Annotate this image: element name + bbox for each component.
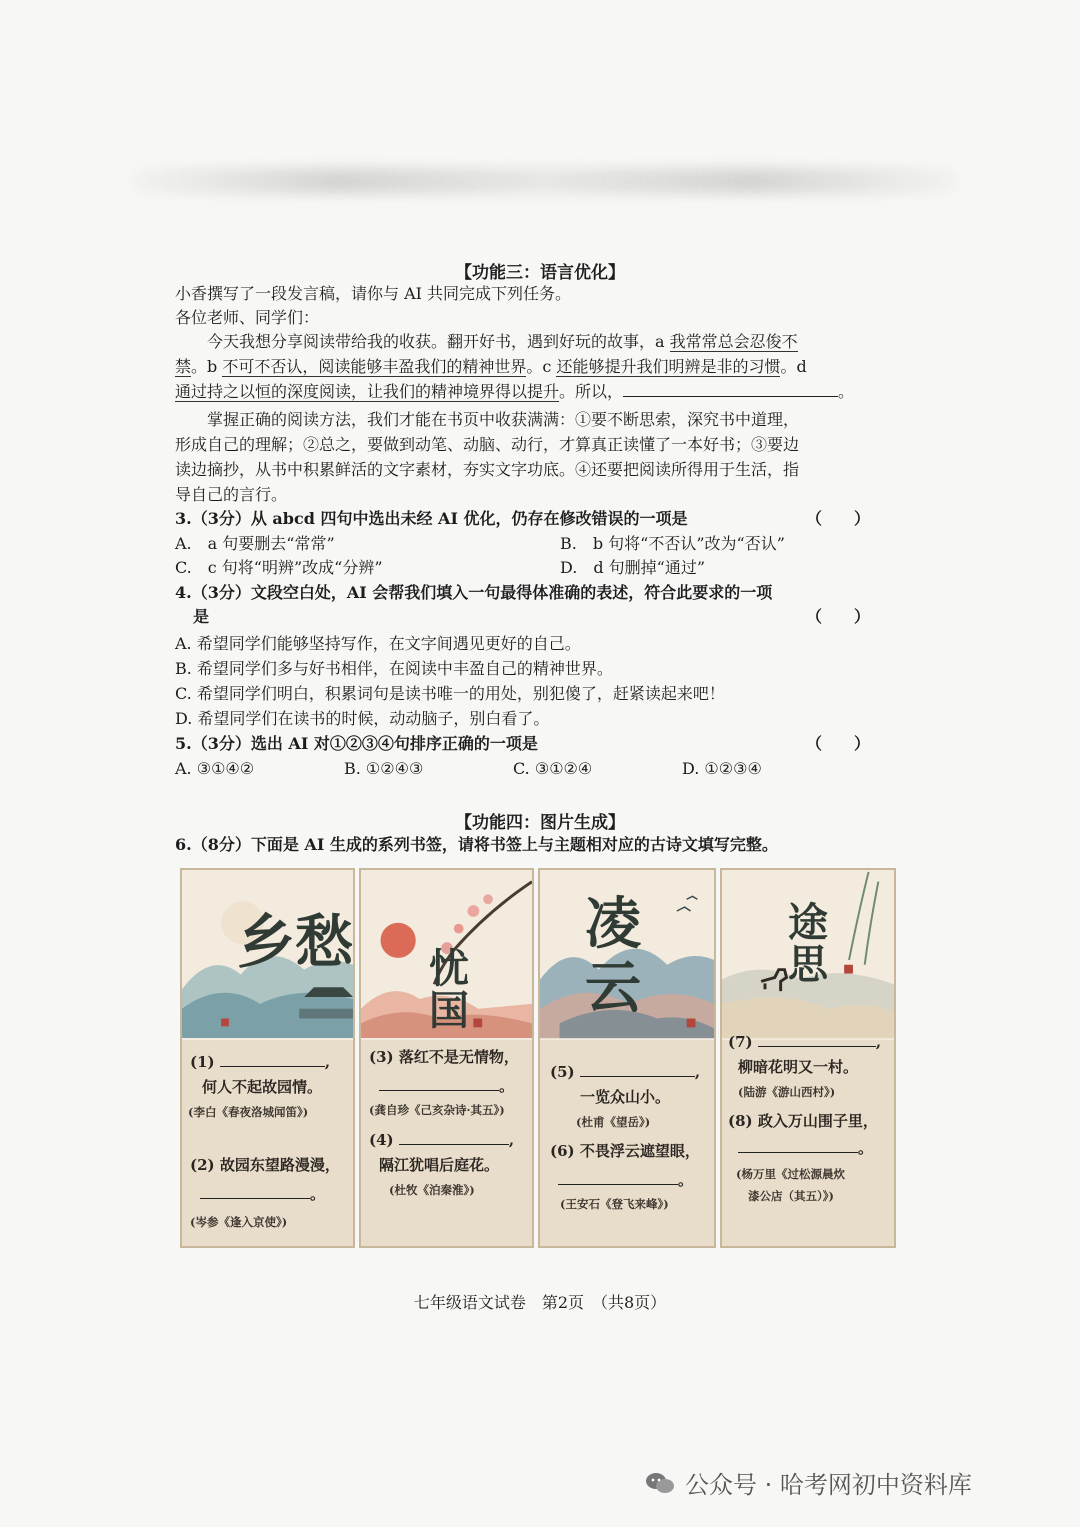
section-heading-language-optimization: 【功能三：语言优化】	[455, 263, 625, 283]
bookmark-patriotic	[359, 868, 534, 1248]
scan-smudge	[130, 168, 960, 194]
task-intro: 小香撰写了一段发言稿，请你与 AI 共同完成下列任务。	[175, 284, 572, 303]
bookmark-2-source-1: (龚自珍《己亥杂诗·其五》)	[369, 1103, 505, 1117]
bookmark-2-source-2: (杜牧《泊秦淮》)	[389, 1183, 475, 1197]
q3-options-row-1	[175, 532, 870, 556]
sentence-c-underlined: 还能够提升我们明辨是非的习惯	[556, 357, 781, 376]
q5-option-c[interactable]: C. ③①②④	[513, 759, 593, 778]
q4-option-b[interactable]: B. 希望同学们多与好书相伴，在阅读中丰盈自己的精神世界。	[175, 659, 613, 678]
bookmark-title-youguo: 忧国	[429, 945, 469, 1034]
bookmark-4-line: 柳暗花明又一村。	[738, 1058, 859, 1076]
q3-option-c[interactable]: C. c 句将“明辨”改成“分辨”	[175, 558, 383, 577]
blank-4[interactable]	[399, 1128, 509, 1145]
bookmark-4-item-7: (7) ,	[728, 1030, 881, 1053]
bookmark-2-item-3: (3) 落红不是无情物，	[369, 1048, 519, 1066]
bookmark-1-source-2: (岑参《逢入京使》)	[190, 1215, 288, 1229]
bookmark-1-item-2: (2) 故园东望路漫漫，	[190, 1156, 340, 1174]
bookmark-title-xiang: 乡愁	[237, 908, 354, 976]
sentence-d-underlined: 通过持之以恒的深度阅读，让我们的精神境界得以提升	[175, 382, 560, 401]
blank-1[interactable]	[220, 1050, 325, 1067]
question-6: 6.（8分）下面是 AI 生成的系列书签，请将书签上与主题相对应的古诗文填写完整。	[175, 835, 778, 854]
blank-6[interactable]	[558, 1168, 678, 1185]
bookmark-3-line: 一览众山小。	[580, 1088, 671, 1106]
bookmark-title-lingyun: 凌云	[585, 891, 641, 1021]
bookmark-4-source-1: (陆游《游山西村》)	[738, 1085, 836, 1099]
speech-greeting: 各位老师、同学们：	[175, 308, 320, 327]
bookmark-3-item-5: (5) ,	[550, 1060, 700, 1083]
blank-2[interactable]	[200, 1182, 310, 1199]
q4-option-c[interactable]: C. 希望同学们明白，积累词句是读书唯一的用处，别犯傻了，赶紧读起来吧！	[175, 684, 725, 703]
q5-option-a[interactable]: A. ③①④②	[175, 759, 255, 778]
speech-p2-line-3: 读边摘抄，从书中积累鲜活的文字素材，夯实文字功底。④还要把阅读所得用于生活，指	[175, 460, 800, 479]
q3-option-d[interactable]: D. d 句删掉“通过”	[560, 558, 706, 577]
bookmark-homesick	[180, 868, 355, 1248]
speech-line-2: 禁。b 不可不否认，阅读能够丰盈我们的精神世界。c 还能够提升我们明辨是非的习惯。d	[175, 357, 807, 376]
speech-line-1: 今天我想分享阅读带给我的收获。翻开好书，遇到好玩的故事，a 我常常总会忍俊不	[207, 332, 798, 351]
bookmark-3-item-6: (6) 不畏浮云遮望眼，	[550, 1142, 700, 1160]
bookmark-2-line: 隔江犹唱后庭花。	[379, 1156, 500, 1174]
bookmark-3-blank-6-line: 。	[558, 1168, 693, 1191]
q4-option-a[interactable]: A. 希望同学们能够坚持写作，在文字间遇见更好的自己。	[175, 634, 581, 653]
bookmark-journey	[720, 868, 896, 1248]
speech-p2-line-4: 导自己的言行。	[175, 485, 288, 504]
bookmark-title-tusi: 途思	[788, 899, 828, 988]
blank-3[interactable]	[379, 1074, 499, 1091]
blank-8[interactable]	[738, 1136, 858, 1153]
q5-options	[175, 757, 870, 781]
bookmark-2-item-4: (4) ,	[369, 1128, 514, 1151]
q3-option-a[interactable]: A. a 句要删去“常常”	[175, 534, 335, 553]
speech-line-3: 通过持之以恒的深度阅读，让我们的精神境界得以提升。所以， 。	[175, 382, 855, 401]
watermark: 公众号 · 哈考网初中资料库	[645, 1465, 972, 1500]
bookmark-lofty	[538, 868, 716, 1248]
blank-7[interactable]	[758, 1030, 876, 1047]
wechat-icon	[645, 1470, 675, 1496]
q4-option-d[interactable]: D. 希望同学们在读书的时候，动动脑子，别白看了。	[175, 709, 550, 728]
speech-p2-line-1: 掌握正确的阅读方法，我们才能在书页中收获满满：①要不断思索，深究书中道理，	[207, 410, 800, 429]
question-4: 4.（3分）文段空白处，AI 会帮我们填入一句最得体准确的表述，符合此要求的一项	[175, 583, 773, 602]
bookmark-3-source-2: (王安石《登飞来峰》)	[560, 1197, 669, 1211]
bookmark-3-source-1: (杜甫《望岳》)	[576, 1115, 651, 1129]
q3-option-b[interactable]: B. b 句将“不否认”改为“否认”	[560, 534, 785, 553]
speech-blank[interactable]	[623, 380, 838, 397]
bookmark-4-item-8: (8) 政入万山围子里，	[728, 1112, 878, 1130]
q3-options-row-2	[175, 556, 870, 580]
answer-paren-q4[interactable]: （ ）	[805, 607, 870, 626]
question-5: 5.（3分）选出 AI 对①②③④句排序正确的一项是 （ ）	[175, 732, 870, 756]
blank-5[interactable]	[580, 1060, 695, 1077]
bookmark-1-blank-2-line: 。	[200, 1182, 325, 1205]
bookmark-1-line: 何人不起故园情。	[202, 1078, 323, 1096]
bookmark-1-source-1: (李白《春夜洛城闻笛》)	[188, 1105, 309, 1119]
question-3: 3.（3分）从 abcd 四句中选出未经 AI 优化，仍存在修改错误的一项是 （ ）	[175, 507, 870, 531]
bookmark-4-source-2a: (杨万里《过松源晨炊	[736, 1167, 845, 1181]
bookmark-2-blank-3-line: 。	[379, 1074, 514, 1097]
bookmark-4-blank-8-line: 。	[738, 1136, 873, 1159]
sentence-a-underlined: 我常常总会忍俊不	[669, 332, 798, 351]
question-4-cont: 是 （ ）	[175, 605, 870, 629]
section-heading-image-generation: 【功能四：图片生成】	[455, 813, 625, 833]
answer-paren-q3[interactable]: （ ）	[805, 509, 870, 528]
q5-option-b[interactable]: B. ①②④③	[344, 759, 424, 778]
sentence-b-underlined: 不可不否认，阅读能够丰盈我们的精神世界	[222, 357, 527, 376]
answer-paren-q5[interactable]: （ ）	[805, 734, 870, 753]
q5-option-d[interactable]: D. ①②③④	[682, 759, 762, 778]
speech-p2-line-2: 形成自己的理解；②总之，要做到动笔、动脑、动行，才算真正读懂了一本好书；③要边	[175, 435, 800, 454]
bookmark-4-source-2b: 漆公店（其五）》)	[748, 1189, 834, 1203]
page-footer: 七年级语文试卷 第2页 （共8页）	[413, 1293, 667, 1312]
bookmark-1-item-1: (1) ,	[190, 1050, 330, 1073]
